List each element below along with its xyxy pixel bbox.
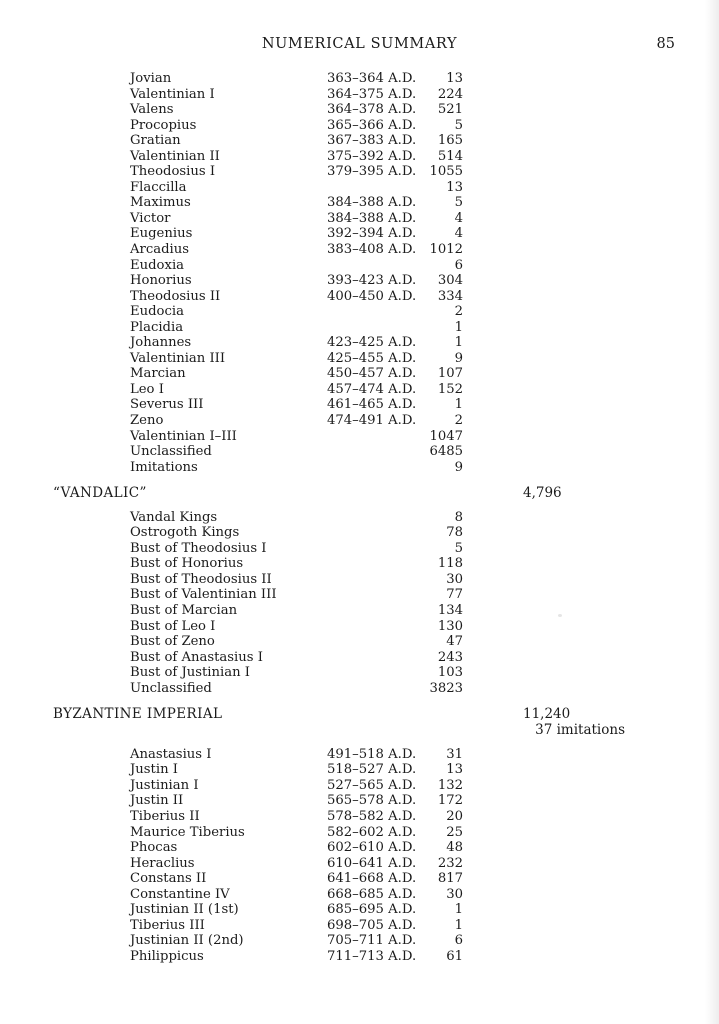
- coin-count: 1: [454, 335, 463, 351]
- table-row: [0, 762, 719, 778]
- date-range: 450–457 A.D.: [327, 366, 417, 382]
- table-row: [0, 444, 719, 460]
- date-range: 384–388 A.D.: [327, 195, 417, 211]
- date-range: 461–465 A.D.: [327, 397, 417, 413]
- date-range: 365–366 A.D.: [327, 117, 417, 133]
- coin-count: 130: [437, 618, 463, 634]
- coin-count: 334: [437, 288, 463, 304]
- coin-count: 13: [446, 762, 463, 778]
- summary-section: [0, 485, 719, 697]
- table-row: [0, 149, 719, 165]
- coin-count: 31: [446, 746, 463, 762]
- table-row: [0, 778, 719, 794]
- table-row: [0, 634, 719, 650]
- coin-count: 224: [437, 86, 463, 102]
- table-row: [0, 856, 719, 872]
- coin-count: 243: [437, 649, 463, 665]
- table-row: [0, 320, 719, 336]
- table-row: [0, 102, 719, 118]
- ruler-name: Heraclius: [130, 855, 195, 871]
- table-row: [0, 429, 719, 445]
- ruler-name: Severus III: [130, 397, 204, 413]
- date-range: 393–423 A.D.: [327, 273, 417, 289]
- ruler-name: Valens: [130, 102, 174, 118]
- table-row: [0, 382, 719, 398]
- date-range: 565–578 A.D.: [327, 793, 417, 809]
- coin-count: 304: [437, 273, 463, 289]
- coin-count: 165: [437, 133, 463, 149]
- coin-count: 817: [437, 871, 463, 887]
- table-row: [0, 747, 719, 763]
- date-range: 705–711 A.D.: [327, 933, 417, 949]
- date-range: 400–450 A.D.: [327, 288, 417, 304]
- ruler-name: Justin II: [130, 793, 184, 809]
- date-range: 518–527 A.D.: [327, 762, 417, 778]
- ruler-name: Justinian II (1st): [130, 902, 239, 918]
- ruler-name: Bust of Zeno: [130, 634, 215, 650]
- table-row: [0, 556, 719, 572]
- ruler-name: Maximus: [130, 195, 191, 211]
- table-row: [0, 397, 719, 413]
- section-rows: [0, 510, 719, 697]
- coin-count: 521: [437, 102, 463, 118]
- section-note: [0, 722, 719, 738]
- ruler-name: Victor: [130, 210, 171, 226]
- table-row: [0, 525, 719, 541]
- table-row: [0, 460, 719, 476]
- table-row: [0, 71, 719, 87]
- table-row: [0, 665, 719, 681]
- summary-section: [0, 706, 719, 965]
- coin-count: 6485: [429, 444, 463, 460]
- section-header: [0, 485, 719, 501]
- coin-count: 20: [446, 808, 463, 824]
- coin-count: 6: [454, 257, 463, 273]
- date-range: 457–474 A.D.: [327, 381, 417, 397]
- section-rows: [0, 747, 719, 965]
- date-range: 383–408 A.D.: [327, 242, 417, 258]
- ruler-name: Bust of Justinian I: [130, 665, 250, 681]
- table-row: [0, 195, 719, 211]
- table-row: [0, 809, 719, 825]
- ruler-name: Honorius: [130, 273, 192, 289]
- ruler-name: Justin I: [130, 762, 178, 778]
- coin-count: 8: [454, 509, 463, 525]
- ruler-name: Justinian I: [130, 777, 199, 793]
- ruler-name: Unclassified: [130, 680, 212, 696]
- coin-count: 134: [437, 603, 463, 618]
- coin-count: 30: [446, 571, 463, 587]
- coin-count: 1: [454, 397, 463, 413]
- table-row: [0, 840, 719, 856]
- ruler-name: Leo I: [130, 381, 164, 397]
- table-row: [0, 603, 719, 619]
- section-total: 11,240: [523, 705, 571, 722]
- coin-count: 4: [454, 210, 463, 226]
- page-number: 85: [656, 36, 675, 52]
- table-row: [0, 118, 719, 134]
- coin-count: 1012: [429, 242, 463, 258]
- coin-count: 4: [454, 226, 463, 242]
- table-row: [0, 619, 719, 635]
- date-range: 364–375 A.D.: [327, 86, 417, 102]
- date-range: 698–705 A.D.: [327, 917, 417, 933]
- table-row: [0, 541, 719, 557]
- table-row: [0, 258, 719, 274]
- coin-count: 9: [454, 350, 463, 366]
- coin-count: 132: [437, 777, 463, 793]
- table-row: [0, 681, 719, 697]
- ruler-name: Justinian II (2nd): [130, 933, 244, 949]
- coin-count: 9: [454, 459, 463, 475]
- coin-count: 232: [437, 855, 463, 871]
- ruler-name: Bust of Theodosius II: [130, 571, 272, 587]
- section-title: “VANDALIC”: [53, 484, 147, 501]
- table-row: [0, 793, 719, 809]
- table-row: [0, 335, 719, 351]
- coin-count: 25: [446, 824, 463, 840]
- ruler-name: Bust of Theodosius I: [130, 540, 267, 556]
- ruler-name: Theodosius II: [130, 288, 221, 304]
- section-title: BYZANTINE IMPERIAL: [53, 705, 223, 722]
- table-row: [0, 226, 719, 242]
- table-row: [0, 351, 719, 367]
- date-range: 364–378 A.D.: [327, 102, 417, 118]
- coin-count: 172: [437, 793, 463, 809]
- coin-count: 152: [437, 381, 463, 397]
- ruler-name: Marcian: [130, 366, 186, 382]
- coin-count: 107: [437, 366, 463, 382]
- table-row: [0, 871, 719, 887]
- date-range: 423–425 A.D.: [327, 335, 417, 351]
- ruler-name: Imitations: [130, 459, 198, 475]
- section-rows: [0, 71, 719, 475]
- table-row: [0, 242, 719, 258]
- date-range: 711–713 A.D.: [327, 948, 417, 964]
- table-row: [0, 289, 719, 305]
- ruler-name: Unclassified: [130, 444, 212, 460]
- date-range: 641–668 A.D.: [327, 871, 417, 887]
- ruler-name: Bust of Honorius: [130, 556, 244, 572]
- ruler-name: Anastasius I: [130, 746, 212, 762]
- ruler-name: Bust of Marcian: [130, 603, 238, 618]
- date-range: 582–602 A.D.: [327, 824, 417, 840]
- ruler-name: Jovian: [130, 71, 172, 86]
- ruler-name: Eugenius: [130, 226, 193, 242]
- coin-count: 1: [454, 902, 463, 918]
- date-range: 474–491 A.D.: [327, 413, 417, 429]
- ruler-name: Gratian: [130, 133, 181, 149]
- date-range: 379–395 A.D.: [327, 164, 417, 180]
- date-range: 610–641 A.D.: [327, 855, 417, 871]
- table-row: [0, 413, 719, 429]
- page-header: [0, 36, 719, 54]
- table-row: [0, 133, 719, 149]
- ruler-name: Flaccilla: [130, 179, 187, 195]
- content: [0, 71, 719, 964]
- ruler-name: Bust of Valentinian III: [130, 587, 277, 603]
- table-row: [0, 887, 719, 903]
- ruler-name: Maurice Tiberius: [130, 824, 245, 840]
- ruler-name: Arcadius: [130, 242, 189, 258]
- date-range: 384–388 A.D.: [327, 210, 417, 226]
- date-range: 367–383 A.D.: [327, 133, 417, 149]
- date-range: 491–518 A.D.: [327, 746, 417, 762]
- ruler-name: Placidia: [130, 319, 184, 335]
- ruler-name: Tiberius II: [130, 808, 200, 824]
- date-range: 685–695 A.D.: [327, 902, 417, 918]
- ruler-name: Valentinian I: [130, 86, 215, 102]
- ruler-name: Procopius: [130, 117, 197, 133]
- date-range: 668–685 A.D.: [327, 886, 417, 902]
- coin-count: 514: [437, 148, 463, 164]
- ruler-name: Philippicus: [130, 948, 204, 964]
- coin-count: 103: [437, 665, 463, 681]
- table-row: [0, 587, 719, 603]
- ruler-name: Constans II: [130, 871, 207, 887]
- ruler-name: Bust of Anastasius I: [130, 649, 263, 665]
- ruler-name: Johannes: [130, 335, 192, 351]
- table-row: [0, 510, 719, 526]
- ruler-name: Theodosius I: [130, 164, 216, 180]
- coin-count: 118: [437, 556, 463, 572]
- coin-count: 3823: [429, 680, 463, 696]
- page-title: NUMERICAL SUMMARY: [261, 36, 458, 52]
- ruler-name: Zeno: [130, 413, 164, 429]
- ruler-name: Constantine IV: [130, 886, 230, 902]
- ruler-name: Phocas: [130, 840, 178, 856]
- ruler-name: Valentinian III: [130, 350, 226, 366]
- table-row: [0, 933, 719, 949]
- ruler-name: Valentinian II: [130, 148, 220, 164]
- table-row: [0, 273, 719, 289]
- coin-count: 13: [446, 71, 463, 86]
- table-row: [0, 87, 719, 103]
- coin-count: 1055: [429, 164, 463, 180]
- date-range: 602–610 A.D.: [327, 840, 417, 856]
- ruler-name: Bust of Leo I: [130, 618, 216, 634]
- ruler-name: Tiberius III: [130, 917, 205, 933]
- section-note-text: 37 imitations: [535, 721, 625, 738]
- ruler-name: Vandal Kings: [130, 509, 218, 525]
- coin-count: 2: [454, 413, 463, 429]
- date-range: 392–394 A.D.: [327, 226, 417, 242]
- date-range: 425–455 A.D.: [327, 350, 417, 366]
- table-row: [0, 650, 719, 666]
- coin-count: 5: [454, 117, 463, 133]
- coin-count: 5: [454, 195, 463, 211]
- date-range: 578–582 A.D.: [327, 808, 417, 824]
- coin-count: 5: [454, 540, 463, 556]
- coin-count: 2: [454, 304, 463, 320]
- coin-count: 77: [446, 587, 463, 603]
- coin-count: 1: [454, 917, 463, 933]
- coin-count: 48: [446, 840, 463, 856]
- coin-count: 61: [446, 948, 463, 964]
- table-row: [0, 164, 719, 180]
- table-row: [0, 572, 719, 588]
- ruler-name: Eudocia: [130, 304, 184, 320]
- date-range: 527–565 A.D.: [327, 777, 417, 793]
- coin-count: 1047: [429, 428, 463, 444]
- table-row: [0, 366, 719, 382]
- table-row: [0, 180, 719, 196]
- section-header: [0, 706, 719, 722]
- coin-count: 30: [446, 886, 463, 902]
- coin-count: 13: [446, 179, 463, 195]
- coin-count: 78: [446, 525, 463, 541]
- ruler-name: Eudoxia: [130, 257, 185, 273]
- table-row: [0, 902, 719, 918]
- table-row: [0, 304, 719, 320]
- ruler-name: Valentinian I–III: [130, 428, 237, 444]
- date-range: 375–392 A.D.: [327, 148, 417, 164]
- table-row: [0, 211, 719, 227]
- ruler-name: Ostrogoth Kings: [130, 525, 240, 541]
- table-row: [0, 918, 719, 934]
- coin-count: 6: [454, 933, 463, 949]
- section-total: 4,796: [523, 484, 562, 501]
- summary-section: [0, 71, 719, 475]
- coin-count: 47: [446, 634, 463, 650]
- table-row: [0, 825, 719, 841]
- date-range: 363–364 A.D.: [327, 71, 417, 86]
- table-row: [0, 949, 719, 965]
- coin-count: 1: [454, 319, 463, 335]
